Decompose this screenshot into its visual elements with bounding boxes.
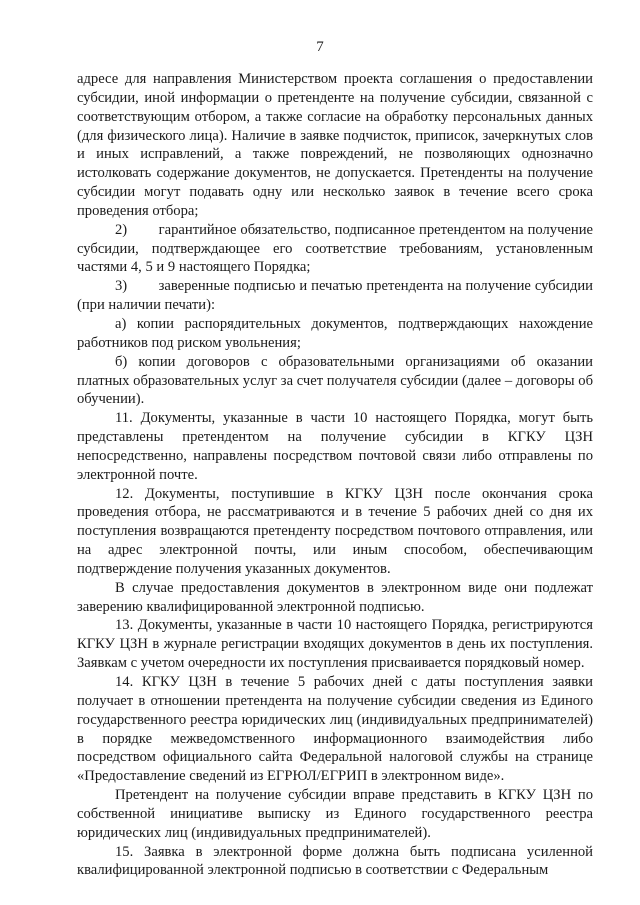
paragraph-section-11: 11. Документы, указанные в части 10 настоящего Порядка, могут быть представлены претендентом на получение субсидии в КГКУ ЦЗН непосредственно, направлены посредством почтовой связи либо отправлены по электронной почте. (77, 410, 593, 483)
paragraph-section-14: 14. КГКУ ЦЗН в течение 5 рабочих дней с даты поступления заявки получает в отношении претендента на получение субсидии сведения из Единого государственного реестра юридических лиц (индивидуальных предпринимателей) в порядке межведомственного информационного взаимодействия либо посредством официального сайта Федеральной налоговой службы на странице «Предоставление сведений из ЕГРЮЛ/ЕГРИП в электронном виде». (77, 674, 593, 785)
paragraph-section-13: 13. Документы, указанные в части 10 настоящего Порядка, регистрируются КГКУ ЦЗН в журнале регистрации входящих документов в день их поступления. Заявкам с учетом очередности их поступления присваивается порядковый номер. (77, 617, 593, 672)
paragraph-applicant-extract: Претендент на получение субсидии вправе представить в КГКУ ЦЗН по собственной инициативе выписку из Единого государственного реестра юридических лиц (индивидуальных предпринимателей). (77, 787, 593, 841)
paragraph-electronic-documents: В случае предоставления документов в электронном виде они подлежат заверению квалифицированной электронной подписью. (77, 579, 593, 615)
paragraph-subitem-b: б) копии договоров с образовательными организациями об оказании платных образовательных услуг за счет получателя субсидии (далее – договоры об обучении). (77, 353, 593, 408)
paragraph-applicant-address-continuation: адресе для направления Министерством проекта соглашения о предоставлении субсидии, иной информации о претенденте на получение субсидии, связанной с соответствующим отбором, а также согласие на обработку персональных данных (для физического лица). Наличие в заявке подчисток, приписок, зачеркнутых слов и иных исправлений, а также повреждений, не позволяющих однозначно истолковать содержание документов, не допускается. Претенденты на получение субсидии могут подавать одну или несколько заявок в течение всего срока проведения отбора; (77, 71, 593, 219)
paragraph-subitem-a: а) копии распорядительных документов, подтверждающих нахождение работников под риском увольнения; (77, 315, 593, 351)
paragraph-section-15: 15. Заявка в электронной форме должна быть подписана усиленной квалифицированной электронной подписью в соответствии с Федеральным (77, 843, 593, 879)
paragraph-item-3-certified-copies: 3) заверенные подписью и печатью претендента на получение субсидии (при наличии печати): (77, 278, 593, 314)
paragraph-section-12: 12. Документы, поступившие в КГКУ ЦЗН после окончания срока проведения отбора, не рассматриваются и в течение 5 рабочих дней со дня их поступления возвращаются претенденту посредством почтового отправления, или на адрес электронной почты, или иным способом, обеспечивающим подтверждение получения указанных документов. (77, 485, 593, 577)
document-body (77, 70, 593, 880)
page-number: 7 (316, 39, 324, 55)
paragraph-item-2-guarantee: 2) гарантийное обязательство, подписанное претендентом на получение субсидии, подтверждающее его соответствие требованиям, установленным частями 4, 5 и 9 настоящего Порядка; (77, 221, 593, 276)
